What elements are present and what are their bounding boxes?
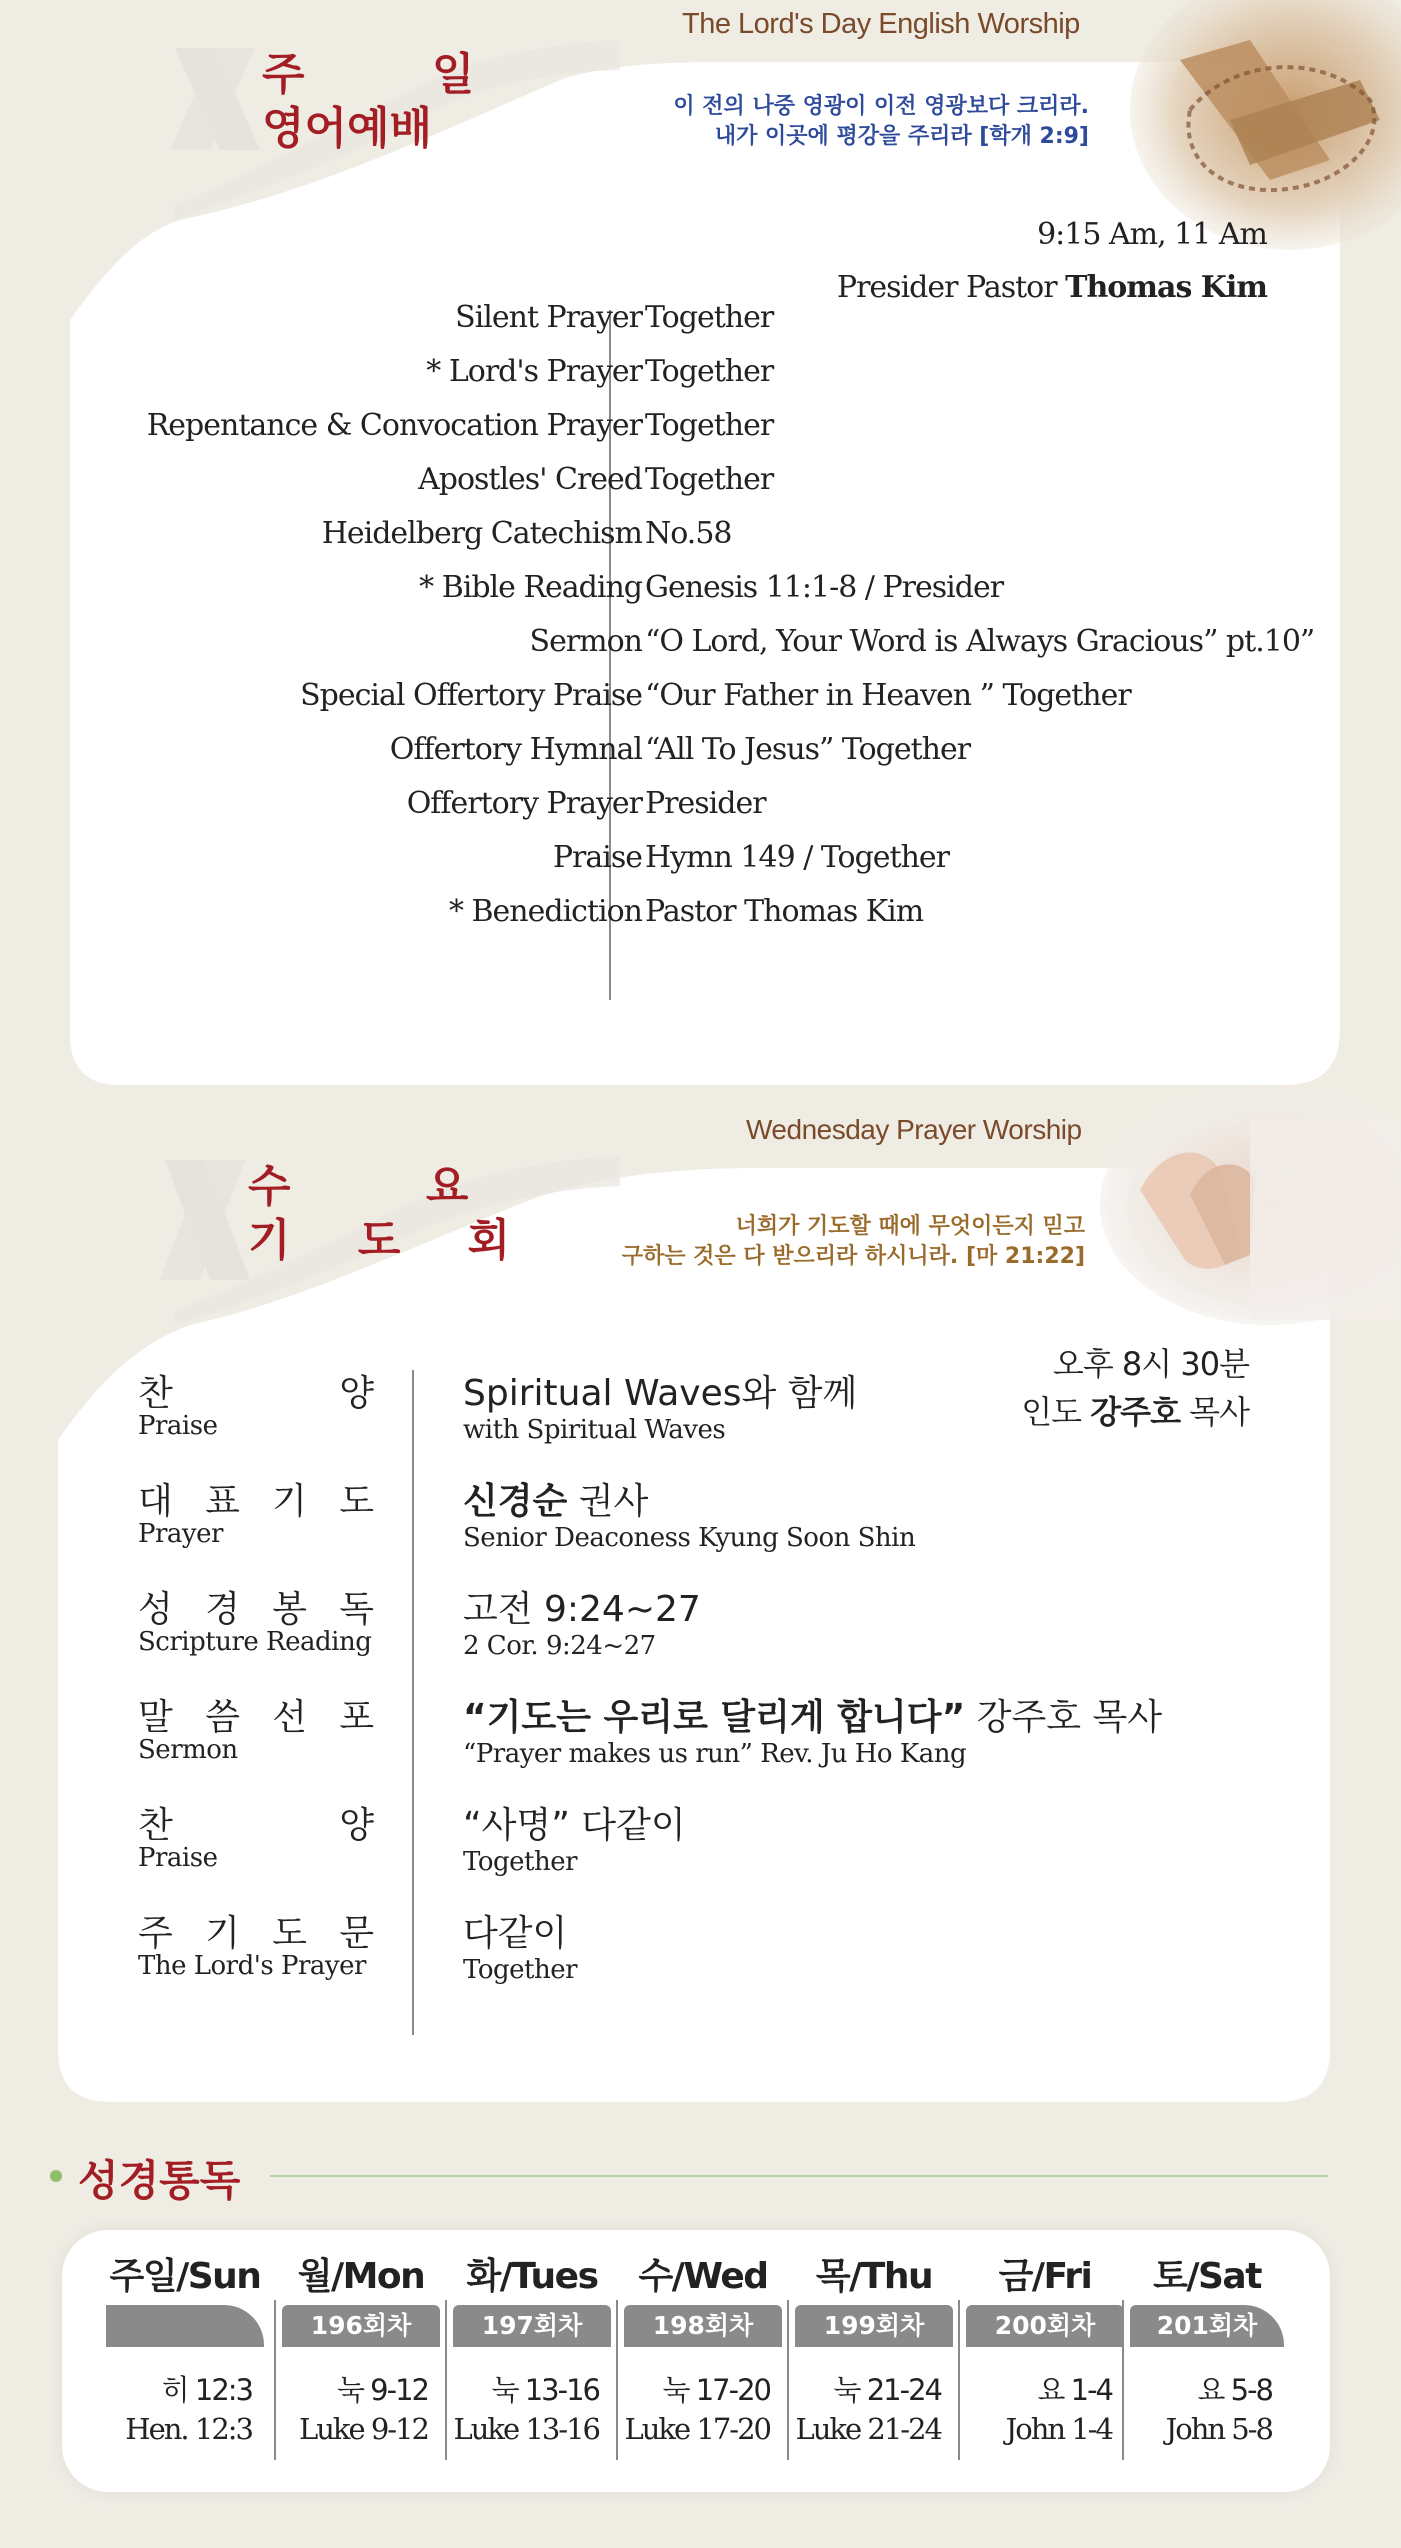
order-label-kr: 찬 양 xyxy=(138,1805,374,1846)
day-label: 목/Thu xyxy=(815,2256,933,2297)
sunday-heading: The Lord's Day English Worship xyxy=(682,8,1080,40)
order-value-kr: 신경순 권사 xyxy=(463,1481,649,1522)
order-label-en: Sermon xyxy=(138,1735,238,1765)
presider-name: Thomas Kim xyxy=(1065,270,1267,305)
wednesday-title-line2: 기 도 회 xyxy=(248,1215,537,1266)
leader-name: 강주호 xyxy=(1090,1393,1180,1431)
sunday-time: 9:15 Am, 11 Am xyxy=(1037,217,1267,252)
order-label-en: Prayer xyxy=(138,1519,223,1549)
reading-ref-kr: 요 1-4 xyxy=(1037,2373,1112,2407)
reading-ref-en: Luke 13-16 xyxy=(453,2412,599,2446)
order-value-kr: “기도는 우리로 달리게 합니다” 강주호 목사 xyxy=(463,1697,1163,1738)
day-column-thu xyxy=(789,2240,959,2480)
day-column-wed xyxy=(618,2240,788,2480)
list-item: Offertory Hymnal “All To Jesus” Together xyxy=(389,732,971,767)
reading-ref-kr: 눅 13-16 xyxy=(491,2373,599,2407)
order-value-kr: “사명” 다같이 xyxy=(463,1805,686,1846)
reading-ref-en: John 5-8 xyxy=(1165,2412,1272,2446)
sunday-title-kr xyxy=(262,48,530,156)
day-label: 화/Tues xyxy=(466,2256,598,2297)
bullet-dot xyxy=(50,2170,62,2182)
session-tab: 196회차 xyxy=(282,2305,440,2347)
sunday-verse xyxy=(673,92,1089,152)
cross-mark-wednesday xyxy=(160,1160,250,1280)
session-tab: 199회차 xyxy=(795,2305,953,2347)
list-item xyxy=(138,1689,1238,1797)
session-tab xyxy=(106,2305,264,2347)
list-item: Heidelberg Catechism No.58 xyxy=(321,516,732,551)
list-item xyxy=(138,1797,1238,1905)
wednesday-leader: 인도 강주호 목사 xyxy=(1021,1393,1249,1431)
order-value-en: with Spiritual Waves xyxy=(463,1415,726,1445)
sunday-verse-line1: 이 전의 나중 영광이 이전 영광보다 크리라. xyxy=(673,94,1089,119)
order-value-kr: 고전 9:24~27 xyxy=(463,1589,701,1630)
session-tab: 197회차 xyxy=(453,2305,611,2347)
list-item: * Bible Reading Genesis 11:1-8 / Presider xyxy=(419,570,1004,605)
order-label-en: Praise xyxy=(138,1411,218,1441)
list-item xyxy=(138,1473,1238,1581)
order-value-en: Together xyxy=(463,1847,578,1877)
day-column-fri xyxy=(960,2240,1130,2480)
list-item: * Benediction Pastor Thomas Kim xyxy=(448,894,924,929)
title-rule xyxy=(270,2175,1328,2177)
session-tab: 200회차 xyxy=(966,2305,1124,2347)
sunday-title-line2: 영어예배 xyxy=(262,103,433,154)
wednesday-verse xyxy=(622,1212,1085,1272)
reading-ref-kr: 눅 21-24 xyxy=(833,2373,941,2407)
day-label: 월/Mon xyxy=(297,2256,425,2297)
list-item xyxy=(138,1581,1238,1689)
list-item xyxy=(138,1365,1238,1473)
day-label: 주일/Sun xyxy=(109,2256,261,2297)
list-item: Silent Prayer Together xyxy=(455,300,774,335)
wednesday-verse-line2: 구하는 것은 다 받으리라 하시니라. [마 21:22] xyxy=(621,1244,1085,1269)
order-label-kr: 주 기 도 문 xyxy=(138,1913,374,1954)
day-label: 수/Wed xyxy=(638,2256,768,2297)
cross-mark-sunday xyxy=(170,48,260,150)
order-value-kr: 다같이 xyxy=(463,1913,568,1954)
reading-ref-kr: 요 5-8 xyxy=(1197,2373,1272,2407)
order-value-en: Senior Deaconess Kyung Soon Shin xyxy=(463,1523,916,1553)
reading-ref-en: Hen. 12:3 xyxy=(125,2412,252,2446)
list-item xyxy=(138,1905,1238,2013)
sunday-presider: Presider Pastor Thomas Kim xyxy=(836,270,1267,305)
session-tab: 198회차 xyxy=(624,2305,782,2347)
sunday-title-line1: 주 일 xyxy=(262,49,531,100)
order-value-en: 2 Cor. 9:24~27 xyxy=(463,1631,656,1661)
order-label-en: The Lord's Prayer xyxy=(138,1951,366,1981)
day-column-sat xyxy=(1124,2240,1290,2480)
session-tab: 201회차 xyxy=(1130,2305,1284,2347)
order-value-en: Together xyxy=(463,1955,578,1985)
reading-ref-en: Luke 17-20 xyxy=(624,2412,770,2446)
wednesday-heading: Wednesday Prayer Worship xyxy=(746,1114,1082,1145)
list-item: Repentance & Convocation Prayer Together xyxy=(146,408,774,443)
order-label-en: Scripture Reading xyxy=(138,1627,372,1657)
list-item: Special Offertory Praise “Our Father in Heaven ” Together xyxy=(300,678,1131,713)
order-value-en: “Prayer makes us run” Rev. Ju Ho Kang xyxy=(463,1739,967,1769)
day-column-tue xyxy=(447,2240,617,2480)
list-item: Praise Hymn 149 / Together xyxy=(552,840,950,875)
list-item: * Lord's Prayer Together xyxy=(426,354,774,389)
day-label: 금/Fri xyxy=(998,2256,1092,2297)
reading-ref-kr: 눅 9-12 xyxy=(336,2373,428,2407)
list-item: Apostles' Creed Together xyxy=(418,462,774,497)
reading-ref-en: John 1-4 xyxy=(1005,2412,1112,2446)
wednesday-title-kr xyxy=(248,1160,536,1268)
reading-ref-en: Luke 9-12 xyxy=(298,2412,428,2446)
order-label-kr: 찬 양 xyxy=(138,1373,374,1414)
order-label-kr: 성 경 봉 독 xyxy=(138,1589,374,1630)
sunday-verse-line2: 내가 이곳에 평강을 주리라 [학개 2:9] xyxy=(714,124,1089,149)
sunday-time-block xyxy=(837,208,1267,314)
wednesday-verse-line1: 너희가 기도할 때에 무엇이든지 믿고 xyxy=(735,1214,1085,1239)
list-item: Sermon “O Lord, Your Word is Always Gracious” pt.10” xyxy=(529,624,1315,659)
reading-ref-kr: 눅 17-20 xyxy=(662,2373,770,2407)
day-label: 토/Sat xyxy=(1153,2256,1261,2297)
order-label-kr: 말 씀 선 포 xyxy=(138,1697,374,1738)
bible-reading-title: 성경통독 xyxy=(78,2156,241,2205)
order-label-kr: 대 표 기 도 xyxy=(138,1481,374,1522)
list-item: Offertory Prayer Presider xyxy=(406,786,766,821)
reading-ref-en: Luke 21-24 xyxy=(795,2412,941,2446)
day-column-sun xyxy=(100,2240,270,2480)
reading-ref-kr: 히 12:3 xyxy=(161,2373,252,2407)
wednesday-title-line1: 수 요 xyxy=(248,1161,529,1212)
order-value-kr: Spiritual Waves와 함께 xyxy=(463,1373,858,1414)
day-column-mon xyxy=(276,2240,446,2480)
order-label-en: Praise xyxy=(138,1843,218,1873)
wednesday-time: 오후 8시 30분 xyxy=(1052,1345,1249,1383)
